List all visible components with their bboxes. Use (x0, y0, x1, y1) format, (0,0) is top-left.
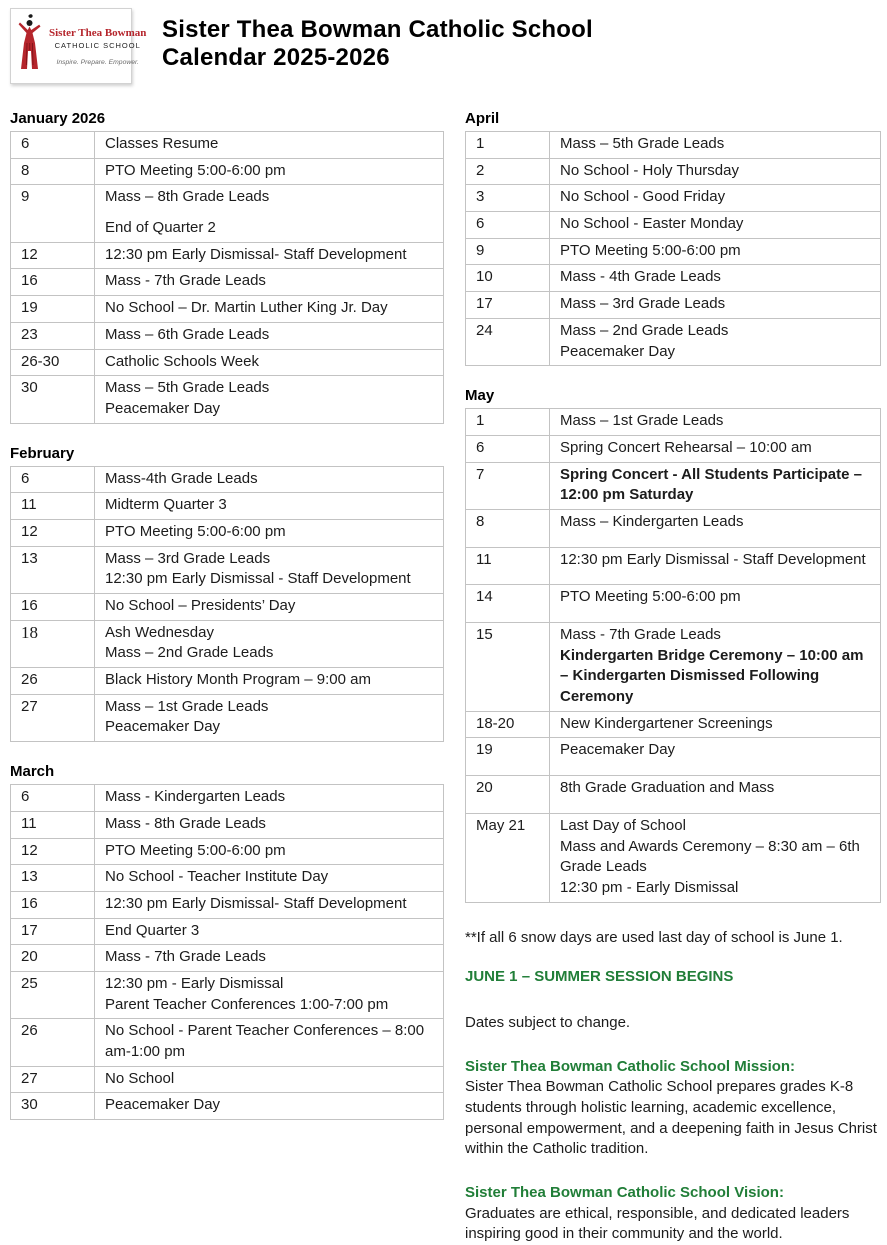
date-cell: 13 (11, 865, 95, 892)
event-text: Parent Teacher Conferences 1:00-7:00 pm (105, 995, 389, 1013)
event-cell (95, 594, 444, 621)
event-text: 12:30 pm Early Dismissal- Staff Development (105, 245, 407, 263)
date-cell: 27 (11, 1066, 95, 1093)
event-text: 12:30 pm - Early Dismissal (105, 974, 284, 992)
event-cell (95, 971, 444, 1018)
snow-days-note: **If all 6 snow days are used last day of school is June 1. (465, 928, 843, 946)
event-cell (550, 318, 881, 365)
event-cell (95, 838, 444, 865)
event-text: No School - Holy Thursday (560, 161, 739, 179)
event-cell (95, 269, 444, 296)
event-cell (550, 409, 881, 436)
date-cell: 6 (466, 212, 550, 239)
table-row (11, 519, 444, 546)
date-cell: 6 (11, 785, 95, 812)
table-row (466, 132, 881, 159)
date-cell: 8 (466, 509, 550, 547)
date-cell: 24 (466, 318, 550, 365)
event-cell (95, 296, 444, 323)
event-text: No School – Presidents’ Day (105, 597, 296, 614)
event-text: Mass - 7th Grade Leads (105, 948, 266, 966)
date-cell: 20 (11, 945, 95, 972)
event-text: 12:30 pm Early Dismissal - Staff Development (560, 550, 866, 568)
right-column-months (465, 110, 881, 903)
table-row (466, 738, 881, 776)
month-table (10, 466, 444, 743)
date-cell: 27 (11, 694, 95, 741)
event-cell (550, 265, 881, 292)
table-row (11, 918, 444, 945)
event-text: No School - Easter Monday (560, 215, 744, 233)
event-text: 8th Grade Graduation and Mass (560, 779, 775, 797)
table-row (11, 865, 444, 892)
date-cell: 20 (466, 776, 550, 814)
event-text: 12:30 pm - Early Dismissal (560, 878, 739, 896)
table-row (11, 349, 444, 376)
table-row (11, 945, 444, 972)
table-row (11, 1019, 444, 1066)
event-cell (95, 694, 444, 741)
date-cell: 16 (11, 594, 95, 621)
event-text: Mass - Kindergarten Leads (105, 788, 286, 806)
table-row (466, 238, 881, 265)
month-label: March (10, 763, 55, 781)
date-cell: 11 (11, 493, 95, 520)
event-cell (95, 811, 444, 838)
event-cell (95, 620, 444, 667)
event-cell (95, 785, 444, 812)
event-text: PTO Meeting 5:00-6:00 pm (105, 161, 286, 179)
date-cell: 26 (11, 1019, 95, 1066)
event-text: Mass - 8th Grade Leads (105, 814, 266, 832)
event-cell (95, 466, 444, 493)
vision-body: Graduates are ethical, responsible, and dedicated leaders inspiring good in their community and the world. (465, 1204, 850, 1243)
date-cell: 12 (11, 838, 95, 865)
event-cell (95, 945, 444, 972)
left-column (10, 110, 444, 1141)
date-cell: 19 (11, 296, 95, 323)
event-cell (550, 813, 881, 902)
event-cell (95, 865, 444, 892)
event-text: Mass – 6th Grade Leads (105, 325, 270, 343)
date-cell: 17 (11, 918, 95, 945)
event-text: Mass – 1st Grade Leads (105, 697, 269, 715)
event-cell (550, 738, 881, 776)
school-logo (10, 8, 147, 84)
event-cell (95, 349, 444, 376)
event-text: No School - Teacher Institute Day (105, 868, 329, 886)
calendar-columns (10, 110, 880, 1245)
event-cell (550, 547, 881, 585)
event-cell (550, 435, 881, 462)
table-row (466, 158, 881, 185)
event-cell (95, 158, 444, 185)
event-text: No School - Parent Teacher Conferences – 8:00 am-1:00 pm (105, 1022, 425, 1060)
event-cell (550, 623, 881, 712)
event-text: Mass – 5th Grade Leads (105, 379, 270, 397)
event-text: PTO Meeting 5:00-6:00 pm (105, 522, 286, 540)
date-cell: 1 (466, 409, 550, 436)
date-cell: 18-20 (466, 711, 550, 738)
table-row (11, 620, 444, 667)
table-row (11, 322, 444, 349)
table-row (466, 711, 881, 738)
event-cell (95, 546, 444, 593)
event-text: Peacemaker Day (560, 741, 676, 759)
table-row (466, 462, 881, 509)
event-cell (550, 238, 881, 265)
event-text: Mass - 7th Grade Leads (105, 272, 266, 290)
event-text: Spring Concert - All Students Participate – 12:00 pm Saturday (560, 465, 862, 504)
event-text: Mass and Awards Ceremony – 8:30 am – 6th Grade Leads (560, 837, 860, 876)
event-text: Mass – 5th Grade Leads (560, 135, 725, 152)
table-row (11, 594, 444, 621)
event-text: Midterm Quarter 3 (105, 496, 227, 514)
table-row (466, 435, 881, 462)
logo-subtitle: CATHOLIC SCHOOL (54, 40, 141, 50)
table-row (11, 493, 444, 520)
event-cell (95, 1093, 444, 1120)
event-text: Classes Resume (105, 135, 219, 152)
date-cell: 30 (11, 1093, 95, 1120)
event-text: Mass – 8th Grade Leads (105, 188, 270, 206)
month-label: April (465, 110, 500, 127)
table-row (11, 891, 444, 918)
date-cell: 25 (11, 971, 95, 1018)
date-cell: 19 (466, 738, 550, 776)
table-row (11, 185, 444, 242)
logo-figure-icon (16, 13, 46, 80)
table-row (466, 623, 881, 712)
date-cell: 12 (11, 519, 95, 546)
event-text: Kindergarten Bridge Ceremony – 10:00 am – Kindergarten Dismissed Following Ceremony (560, 646, 864, 706)
month-section-january-2026 (10, 110, 444, 424)
table-row (11, 811, 444, 838)
event-cell (95, 1019, 444, 1066)
event-text: Mass – 3rd Grade Leads (105, 549, 271, 567)
event-text: Mass – 2nd Grade Leads (560, 321, 729, 339)
table-row (11, 242, 444, 269)
event-text: 12:30 pm Early Dismissal- Staff Development (105, 894, 407, 912)
mission-heading: Sister Thea Bowman Catholic School Mission: (465, 1057, 796, 1075)
table-row (466, 265, 881, 292)
date-cell: 3 (466, 185, 550, 212)
month-label: January 2026 (10, 110, 106, 127)
date-cell: 18 (11, 620, 95, 667)
month-table (465, 131, 881, 366)
date-cell: 16 (11, 269, 95, 296)
date-cell: 11 (11, 811, 95, 838)
event-text: End of Quarter 2 (105, 219, 216, 237)
table-row (11, 1066, 444, 1093)
event-cell (550, 185, 881, 212)
event-text: Mass – 2nd Grade Leads (105, 644, 274, 662)
event-text: Spring Concert Rehearsal – 10:00 am (560, 438, 812, 456)
table-row (11, 158, 444, 185)
event-text: No School – Dr. Martin Luther King Jr. Day (105, 299, 388, 317)
event-cell (95, 322, 444, 349)
vision-heading: Sister Thea Bowman Catholic School Vision: (465, 1184, 784, 1202)
table-row (466, 185, 881, 212)
event-cell (550, 158, 881, 185)
event-cell (95, 891, 444, 918)
event-text: 12:30 pm Early Dismissal - Staff Development (105, 570, 411, 588)
event-cell (95, 519, 444, 546)
date-cell: 6 (466, 435, 550, 462)
event-text: Last Day of School (560, 816, 686, 834)
mission-body: Sister Thea Bowman Catholic School prepares grades K-8 students through holistic learning, academic excellence, personal empowerment, and a deepening faith in Jesus Christ within the Catholic tradition. (465, 1078, 877, 1158)
table-row (466, 509, 881, 547)
event-text: No School (105, 1069, 175, 1087)
event-cell (95, 493, 444, 520)
table-row (11, 466, 444, 493)
event-cell (95, 918, 444, 945)
page-title-line1: Sister Thea Bowman Catholic School (162, 16, 593, 43)
date-cell: 16 (11, 891, 95, 918)
title-block (162, 8, 593, 72)
table-row (466, 409, 881, 436)
date-cell: 7 (466, 462, 550, 509)
event-cell (95, 132, 444, 159)
month-section-april (465, 110, 881, 366)
date-cell: 6 (11, 132, 95, 159)
date-cell: 17 (466, 292, 550, 319)
event-text: Black History Month Program – 9:00 am (105, 671, 371, 689)
date-cell: 9 (11, 185, 95, 242)
event-text: Ash Wednesday (105, 623, 214, 641)
event-cell (95, 1066, 444, 1093)
logo-tagline: Inspire. Prepare. Empower. (56, 58, 139, 66)
table-row (11, 296, 444, 323)
event-text: PTO Meeting 5:00-6:00 pm (105, 841, 286, 859)
event-text: Mass - 4th Grade Leads (560, 268, 721, 286)
date-cell: 15 (466, 623, 550, 712)
event-cell (550, 585, 881, 623)
logo-school-name: Sister Thea Bowman (49, 26, 147, 39)
table-row (466, 212, 881, 239)
date-cell: 10 (466, 265, 550, 292)
date-cell: 26-30 (11, 349, 95, 376)
table-row (11, 269, 444, 296)
month-table (10, 131, 444, 424)
date-cell: 1 (466, 132, 550, 159)
event-cell (550, 292, 881, 319)
event-cell (95, 376, 444, 423)
date-cell: May 21 (466, 813, 550, 902)
event-text: Mass - 7th Grade Leads (560, 626, 721, 643)
month-label: May (465, 387, 495, 405)
event-text: Peacemaker Day (105, 399, 221, 417)
event-text: Mass – Kindergarten Leads (560, 512, 744, 530)
date-cell: 14 (466, 585, 550, 623)
event-text: No School - Good Friday (560, 188, 726, 206)
date-cell: 30 (11, 376, 95, 423)
month-section-february (10, 445, 444, 743)
month-table (465, 408, 881, 902)
right-column (465, 110, 881, 1245)
event-text: End Quarter 3 (105, 921, 200, 939)
date-cell: 2 (466, 158, 550, 185)
event-cell (550, 776, 881, 814)
event-text: PTO Meeting 5:00-6:00 pm (560, 588, 741, 606)
date-cell: 11 (466, 547, 550, 585)
month-label: February (10, 444, 75, 462)
table-row (11, 971, 444, 1018)
event-text: Catholic Schools Week (105, 352, 259, 370)
summer-session-note: JUNE 1 – SUMMER SESSION BEGINS (465, 968, 734, 986)
event-cell (95, 668, 444, 695)
table-row (11, 376, 444, 423)
date-cell: 12 (11, 242, 95, 269)
event-text: Mass-4th Grade Leads (105, 469, 258, 487)
event-cell (550, 462, 881, 509)
month-section-may (465, 387, 881, 902)
event-cell (95, 185, 444, 242)
table-row (11, 694, 444, 741)
date-cell: 13 (11, 546, 95, 593)
table-row (466, 318, 881, 365)
event-text: New Kindergartener Screenings (560, 714, 773, 732)
month-section-march (10, 763, 444, 1120)
event-text: Peacemaker Day (105, 1096, 221, 1114)
dates-subject-note: Dates subject to change. (465, 1013, 631, 1031)
event-cell (550, 509, 881, 547)
event-cell (550, 132, 881, 159)
date-cell: 6 (11, 466, 95, 493)
table-row (11, 132, 444, 159)
event-cell (550, 212, 881, 239)
event-text: Peacemaker Day (560, 342, 676, 360)
date-cell: 9 (466, 238, 550, 265)
event-cell (95, 242, 444, 269)
table-row (11, 1093, 444, 1120)
logo-text (49, 27, 146, 66)
table-row (466, 292, 881, 319)
event-text: Mass – 3rd Grade Leads (560, 295, 726, 313)
table-row (11, 838, 444, 865)
table-row (466, 813, 881, 902)
page-title-line2: Calendar 2025-2026 (162, 44, 390, 72)
page-header (10, 8, 880, 84)
date-cell: 26 (11, 668, 95, 695)
table-row (11, 785, 444, 812)
month-table (10, 784, 444, 1120)
table-row (466, 547, 881, 585)
table-row (11, 668, 444, 695)
event-text: Mass – 1st Grade Leads (560, 412, 724, 430)
date-cell: 8 (11, 158, 95, 185)
table-row (11, 546, 444, 593)
event-text: PTO Meeting 5:00-6:00 pm (560, 241, 741, 259)
event-text: Peacemaker Day (105, 718, 221, 736)
table-row (466, 585, 881, 623)
date-cell: 23 (11, 322, 95, 349)
event-cell (550, 711, 881, 738)
table-row (466, 776, 881, 814)
